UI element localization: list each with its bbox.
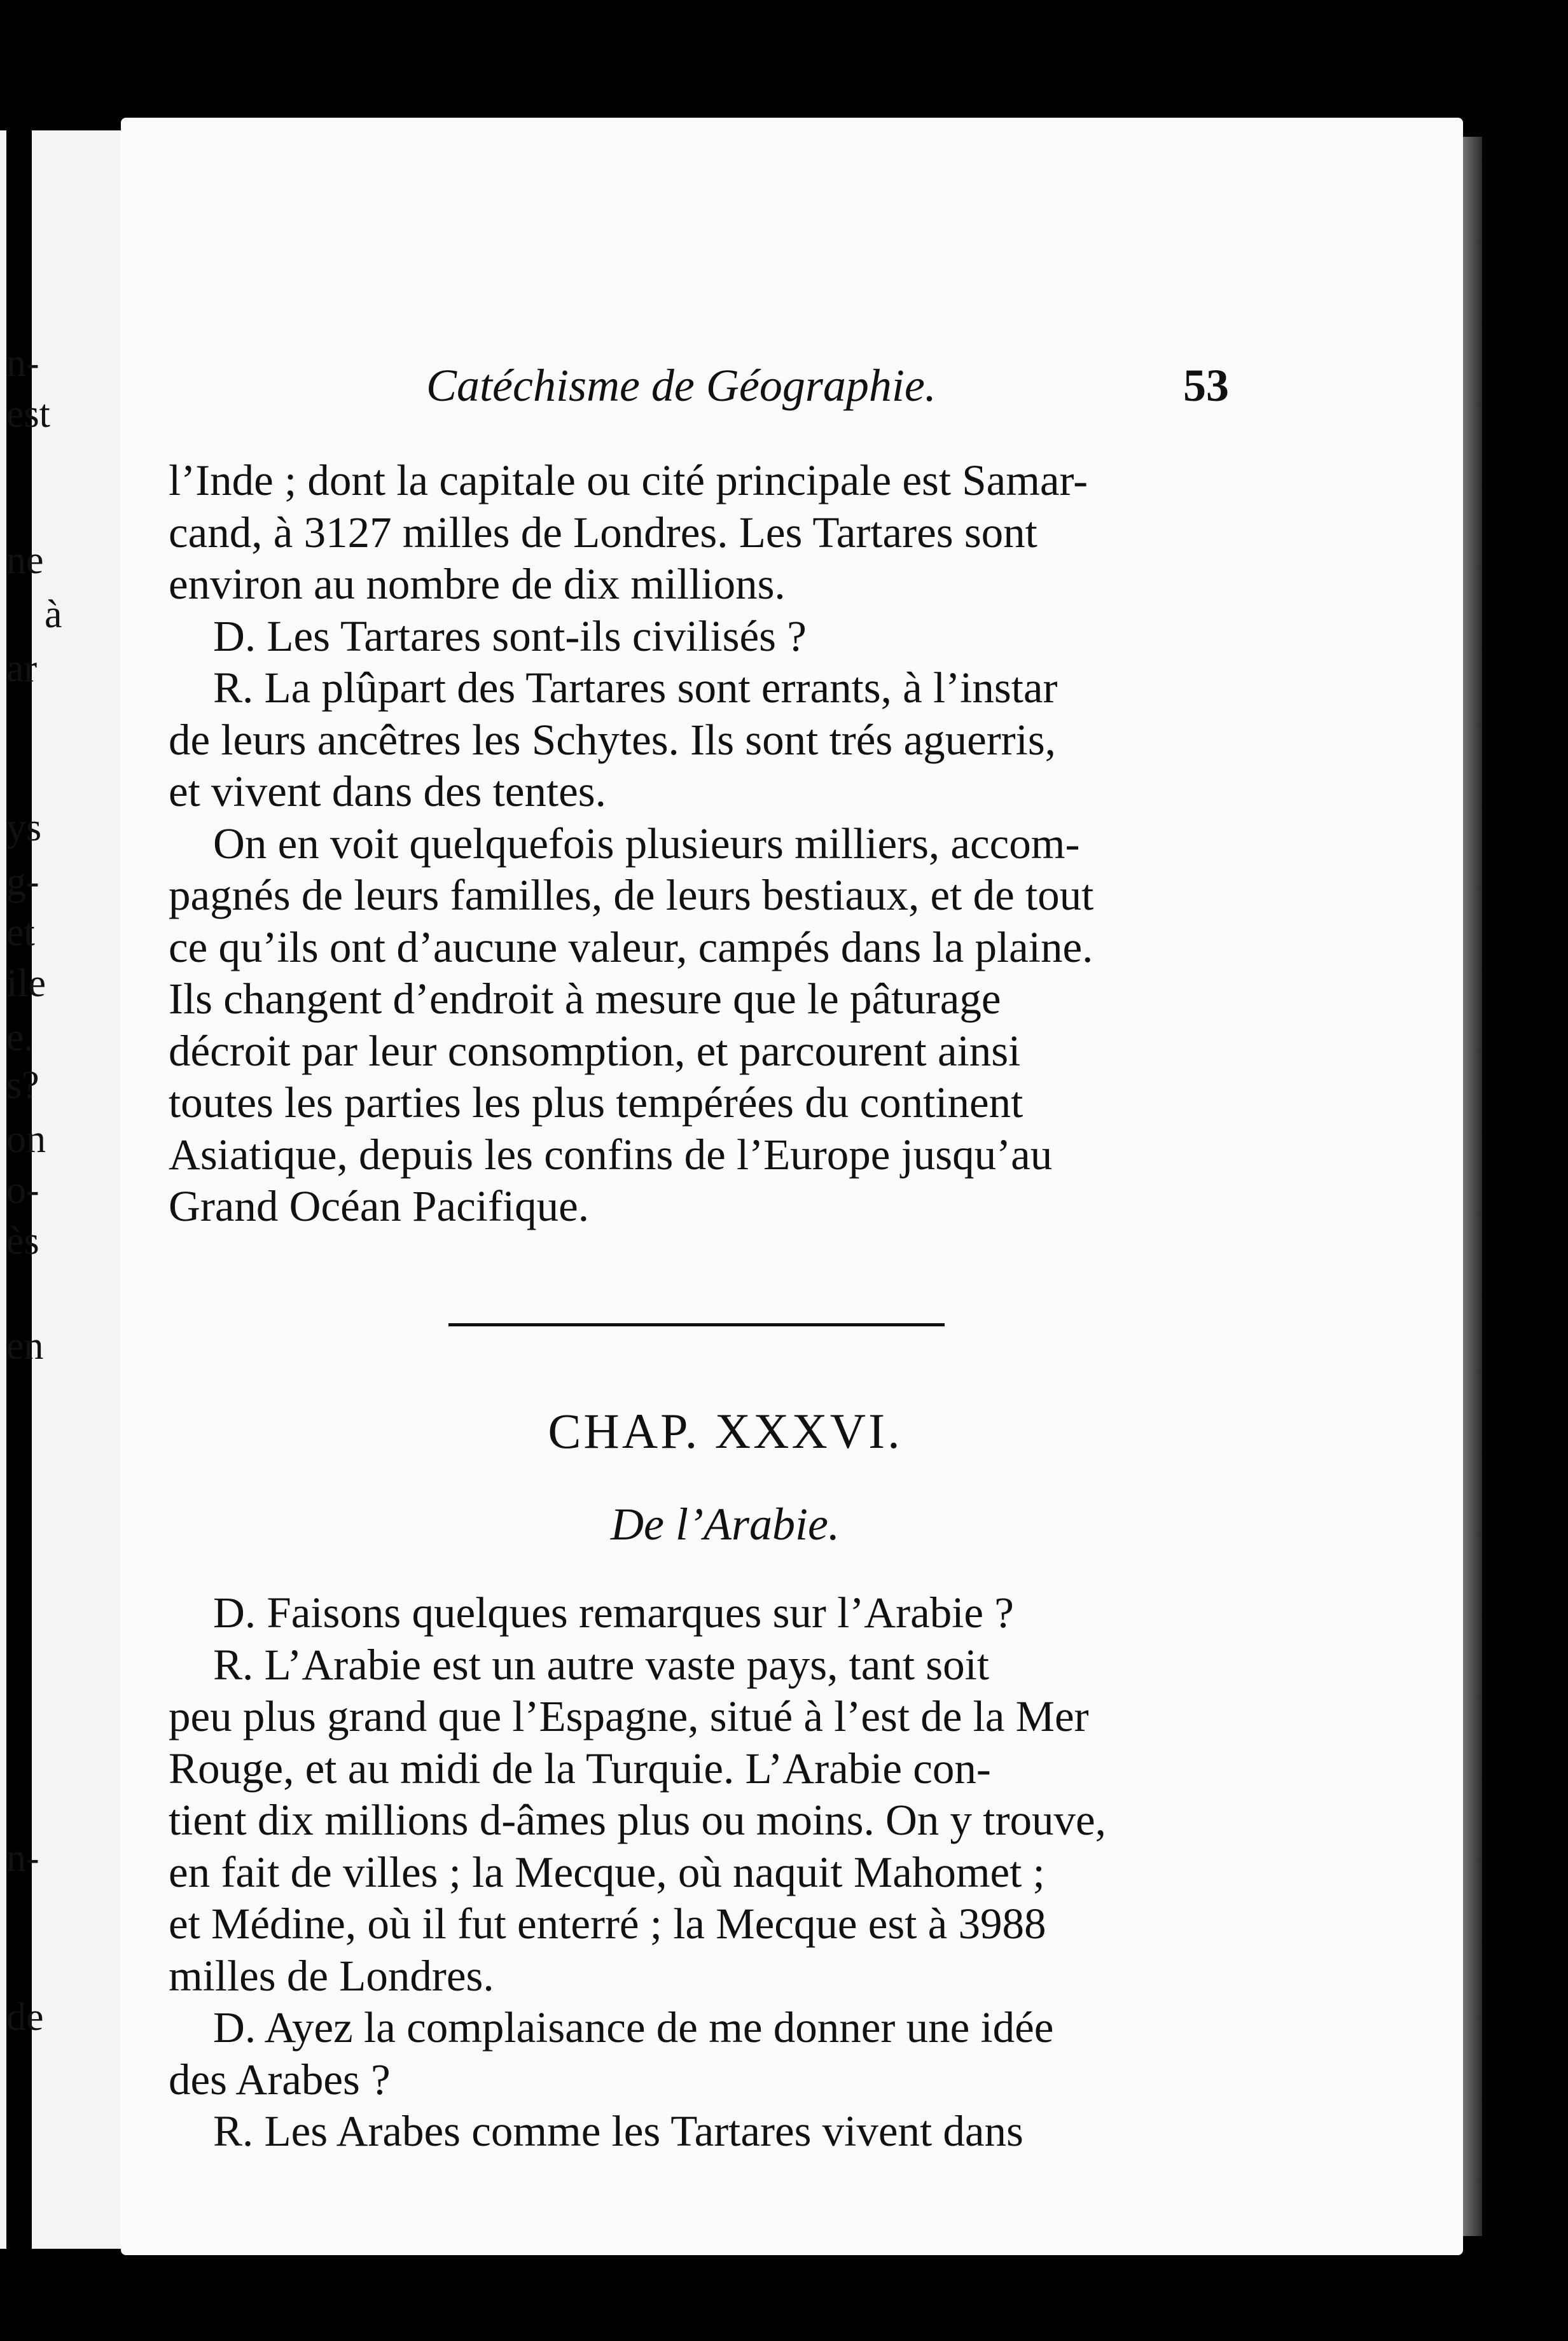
facing-page-fragment: n- bbox=[6, 1837, 39, 1880]
page-number: 53 bbox=[1183, 360, 1229, 411]
bottom-paragraphs bbox=[169, 1587, 1263, 2158]
text-line: ce qu’ils ont d’aucune valeur, campés dans la plaine. bbox=[169, 922, 1093, 971]
text-line: On en voit quelquefois plusieurs milliers, accom- bbox=[213, 819, 1080, 868]
chapter-subtitle: De l’Arabie. bbox=[611, 1499, 840, 1550]
text-line: Grand Océan Pacifique. bbox=[169, 1182, 589, 1230]
facing-page-fragment: ile bbox=[6, 962, 46, 1005]
facing-page-fragment: g- bbox=[6, 860, 39, 903]
section-divider bbox=[448, 1323, 945, 1326]
text-line: Ils changent d’endroit à mesure que le pâturage bbox=[169, 975, 1001, 1023]
text-line: pagnés de leurs familles, de leurs bestiaux, et de tout bbox=[169, 871, 1094, 919]
question-line: D. Ayez la complaisance de me donner une idée bbox=[213, 2003, 1054, 2052]
text-line: environ au nombre de dix millions. bbox=[169, 560, 786, 608]
facing-page-fragment: et bbox=[6, 911, 35, 954]
facing-page-fragment: n- bbox=[6, 342, 39, 385]
text-line: et vivent dans des tentes. bbox=[169, 767, 606, 816]
text-line: milles de Londres. bbox=[169, 1951, 494, 2000]
facing-page-fragment: ne bbox=[6, 539, 44, 582]
facing-page-fragment: ys bbox=[6, 806, 42, 849]
question-line: D. Les Tartares sont-ils civilisés ? bbox=[213, 611, 807, 660]
facing-page-fragment: est bbox=[6, 392, 50, 436]
text-line: Rouge, et au midi de la Turquie. L’Arabie con- bbox=[169, 1744, 991, 1793]
chapter-heading: CHAP. XXXVI. bbox=[548, 1403, 903, 1459]
text-line: de leurs ancêtres les Schytes. Ils sont trés aguerris, bbox=[169, 715, 1056, 764]
answer-line: R. Les Arabes comme les Tartares vivent dans bbox=[213, 2107, 1023, 2155]
answer-line: R. La plûpart des Tartares sont errants, à l’instar bbox=[213, 663, 1058, 712]
text-line: l’Inde ; dont la capitale ou cité principale est Samar- bbox=[169, 456, 1088, 504]
facing-page-fragment: en bbox=[6, 1324, 44, 1368]
running-title: Catéchisme de Géographie. bbox=[426, 360, 936, 411]
top-paragraphs bbox=[169, 455, 1263, 1233]
text-line: toutes les parties les plus tempérées du continent bbox=[169, 1078, 1023, 1127]
text-line: Asiatique, depuis les confins de l’Europe jusqu’au bbox=[169, 1130, 1053, 1179]
text-line: cand, à 3127 milles de Londres. Les Tartares sont bbox=[169, 508, 1037, 557]
facing-page-fragment: de bbox=[6, 1996, 44, 2039]
text-line: des Arabes ? bbox=[169, 2055, 391, 2104]
facing-page-fragment: s? bbox=[6, 1064, 39, 1107]
text-line: et Médine, où il fut enterré ; la Mecque est à 3988 bbox=[169, 1900, 1046, 1948]
facing-page-fragment: ar bbox=[6, 647, 38, 690]
facing-page-fragment: à bbox=[45, 593, 62, 636]
text-line: décroit par leur consomption, et parcourent ainsi bbox=[169, 1026, 1021, 1075]
book-page bbox=[121, 118, 1463, 2255]
facing-page-fragment: o- bbox=[6, 1169, 39, 1212]
text-line: en fait de villes ; la Mecque, où naquit Mahomet ; bbox=[169, 1847, 1045, 1896]
text-line: tient dix millions d-âmes plus ou moins. On y trouve, bbox=[169, 1796, 1106, 1844]
facing-page-fragment: ès bbox=[6, 1219, 39, 1263]
question-line: D. Faisons quelques remarques sur l’Arabie ? bbox=[213, 1588, 1014, 1637]
text-line: peu plus grand que l’Espagne, situé à l’est de la Mer bbox=[169, 1692, 1089, 1740]
facing-page-fragment: e. bbox=[6, 1016, 34, 1059]
facing-page-fragment: on bbox=[6, 1118, 46, 1161]
answer-line: R. L’Arabie est un autre vaste pays, tant soit bbox=[213, 1640, 989, 1689]
